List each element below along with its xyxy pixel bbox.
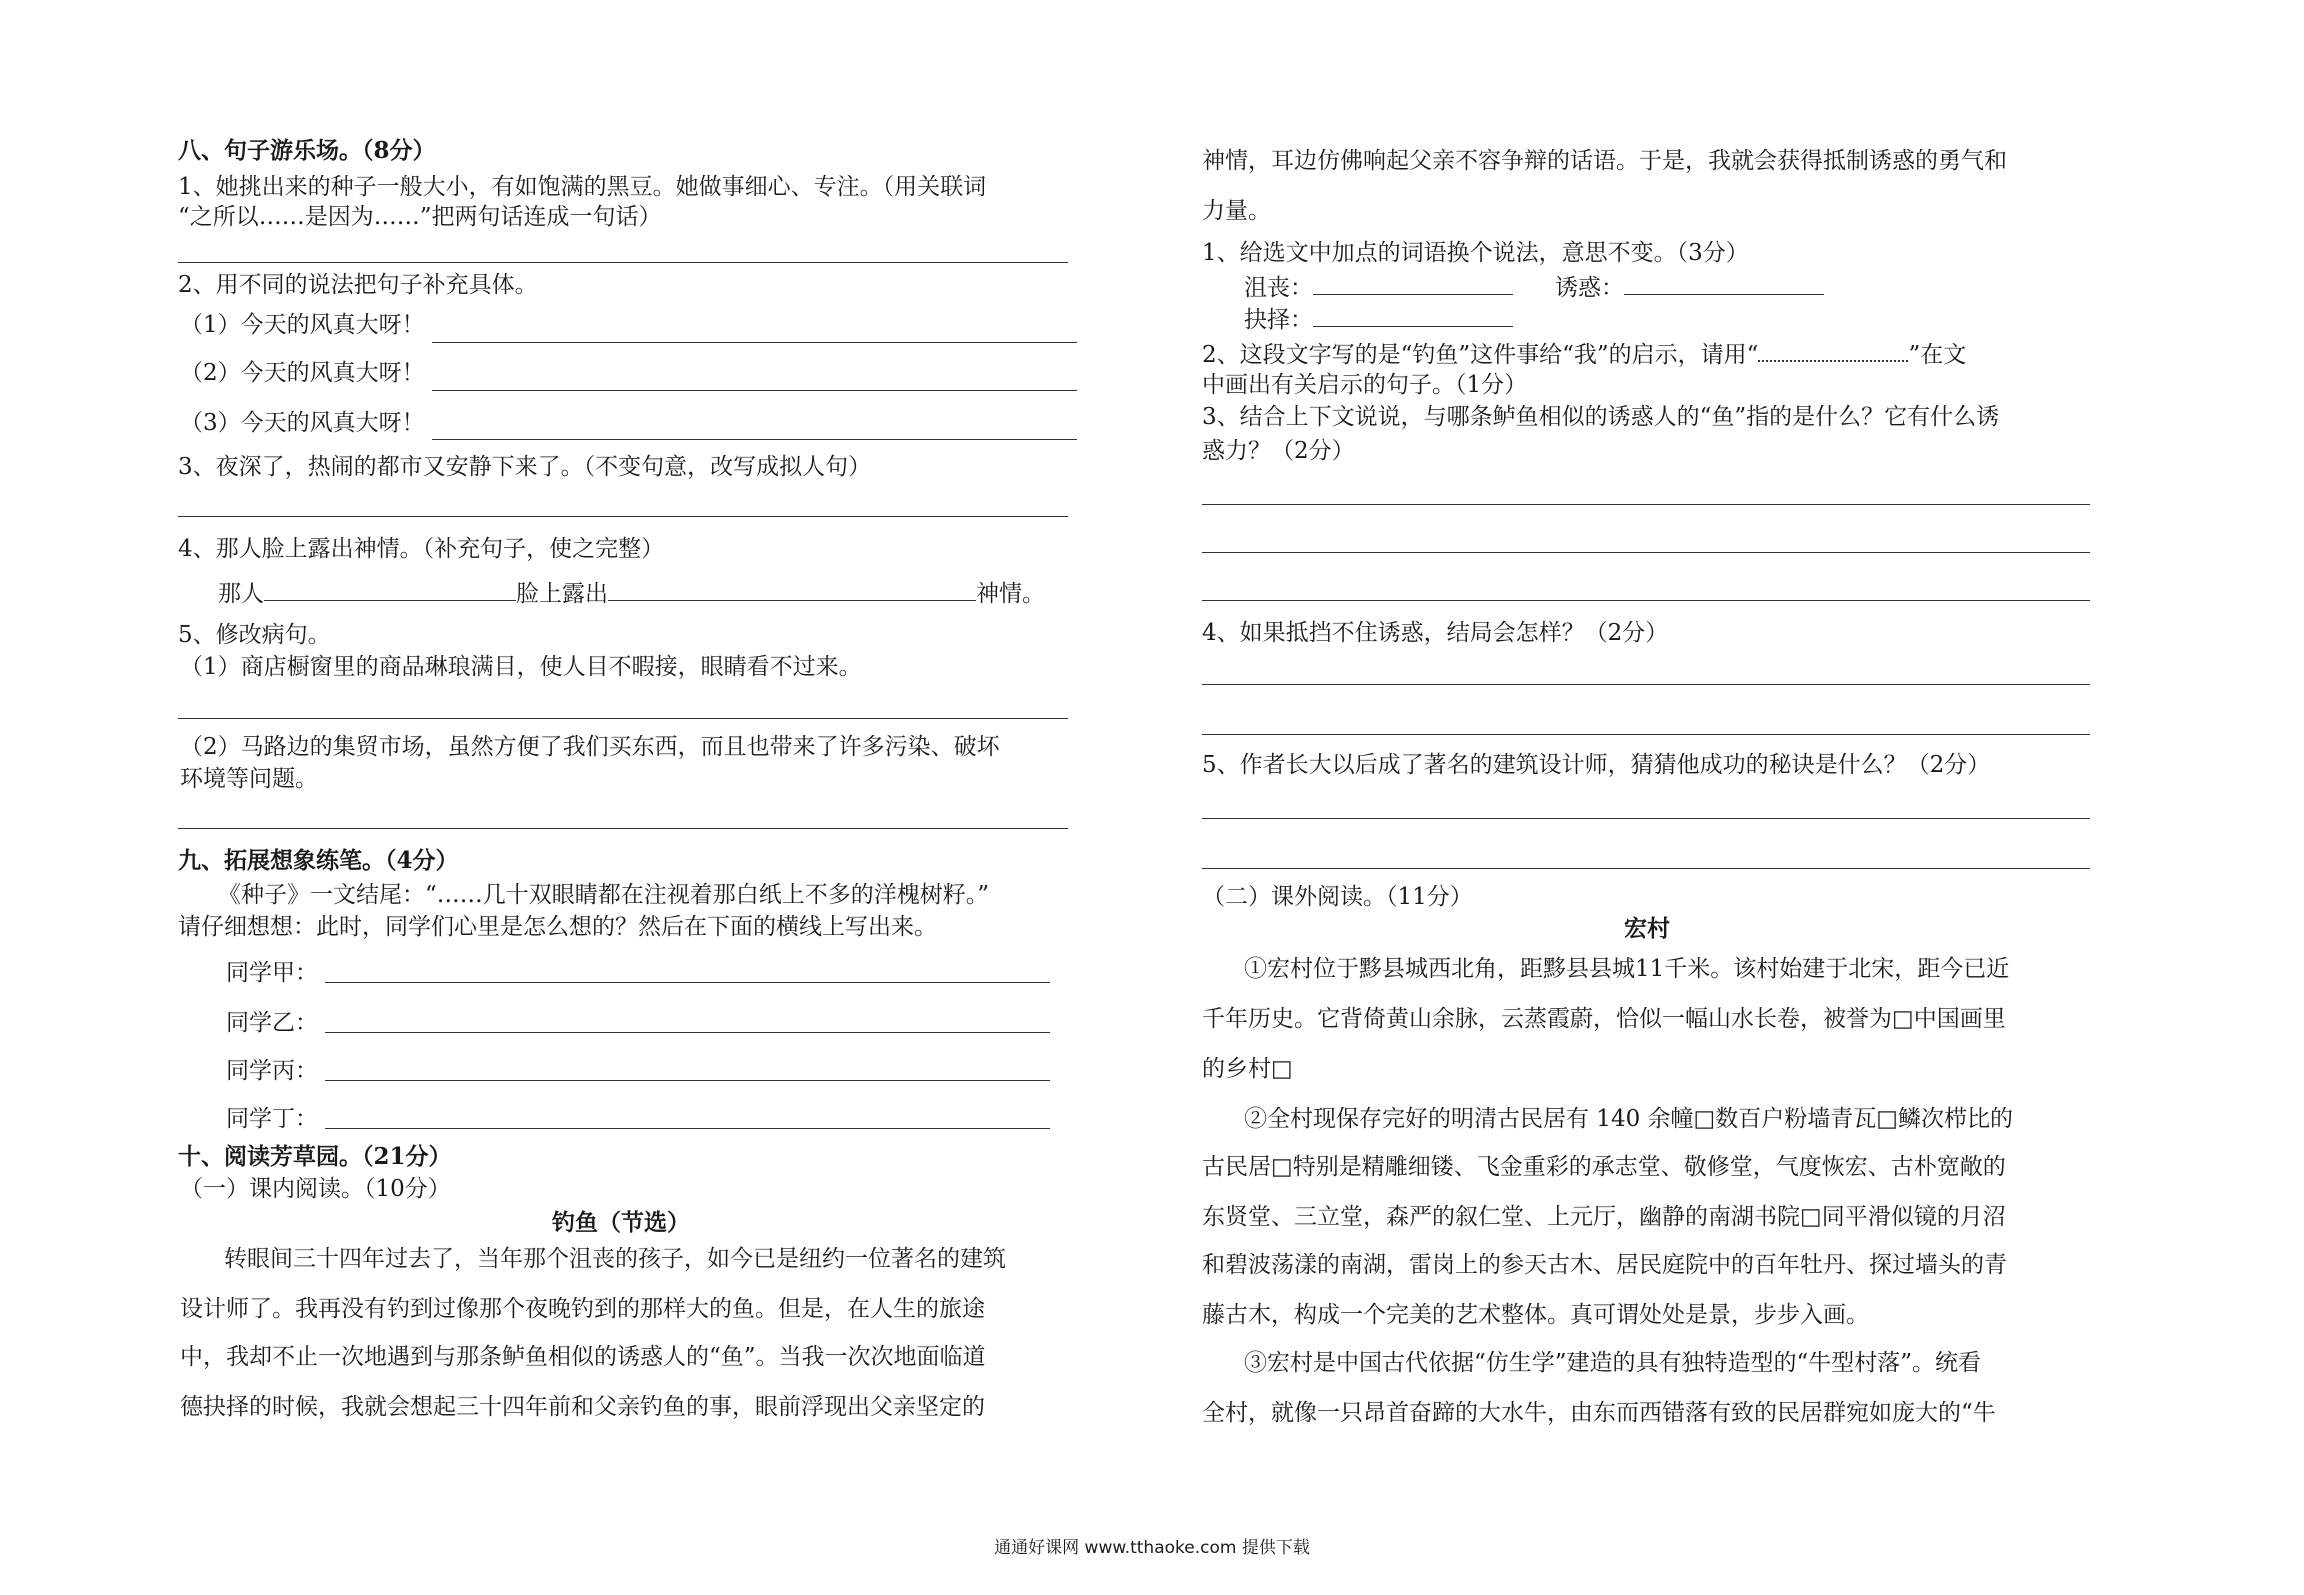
s9-line1: 《种子》一文结尾：“……几十双眼睛都在注视着那白纸上不多的洋槐树籽。” — [218, 882, 990, 908]
answer-line — [1202, 600, 2090, 601]
s8-q2-item-3: （3）今天的风真大呀！ — [180, 410, 425, 436]
section-9-title: 九、拓展想象练笔。（4分） — [178, 847, 459, 874]
answer-line — [178, 516, 1068, 517]
p3-line2: 全村，就像一只昂首奋蹄的大水牛，由东而西错落有致的民居群宛如庞大的“牛 — [1202, 1400, 1996, 1426]
q2-line1 — [1202, 338, 1966, 370]
p2-line1: ②全村现保存完好的明清古民居有 140 余幢□数百户粉墙青瓦□鳞次栉比的 — [1244, 1106, 2013, 1132]
s8-q3: 3、夜深了，热闹的都市又安静下来了。（不变句意，改写成拟人句） — [178, 454, 872, 480]
word-label: 诱惑： — [1555, 275, 1624, 301]
q2-line2: 中画出有关启示的句子。（1分） — [1202, 372, 1528, 398]
wavy-line-symbol — [1758, 338, 1908, 362]
reading1-line3: 中，我却不止一次地遇到与那条鲈鱼相似的诱惑人的“鱼”。当我一次次地面临道 — [180, 1344, 986, 1370]
answer-line — [432, 390, 1077, 391]
answer-line — [325, 1128, 1050, 1129]
q1-words-row2 — [1244, 304, 1513, 335]
s8-q4-fill — [218, 578, 1045, 609]
s8-q5-2-line2: 环境等问题。 — [180, 766, 318, 792]
s8-q4: 4、那人脸上露出神情。（补充句子，使之完整） — [178, 536, 665, 562]
s8-q2: 2、用不同的说法把句子补充具体。 — [178, 272, 538, 298]
s8-q2-item-2: （2）今天的风真大呀！ — [180, 360, 425, 386]
answer-line — [1202, 734, 2090, 735]
answer-line — [1202, 868, 2090, 869]
student-d: 同学丁： — [226, 1106, 318, 1132]
answer-line — [1202, 504, 2090, 505]
p2-line5: 藤古木，构成一个完美的艺术整体。真可谓处处是景，步步入画。 — [1202, 1302, 1869, 1328]
q2-text-b: ”在文 — [1908, 342, 1967, 368]
word-label: 抉择： — [1244, 307, 1313, 333]
sub2: （二）课外阅读。（11分） — [1202, 884, 1473, 910]
blank — [1624, 272, 1824, 295]
q1-words-row1 — [1244, 272, 1824, 303]
q3-line2: 惑力？（2分） — [1202, 438, 1355, 464]
answer-line — [178, 828, 1068, 829]
answer-line — [1202, 552, 2090, 553]
fill-text-c: 神情。 — [976, 581, 1045, 607]
p2-line2: 古民居□特别是精雕细镂、飞金重彩的承志堂、敬修堂，气度恢宏、古朴宽敞的 — [1202, 1154, 2006, 1180]
reading1-line2: 设计师了。我再没有钓到过像那个夜晚钓到的那样大的鱼。但是，在人生的旅途 — [180, 1296, 985, 1322]
s8-q5-2-line1: （2）马路边的集贸市场，虽然方便了我们买东西，而且也带来了许多污染、破坏 — [180, 734, 1000, 760]
section-8-title: 八、句子游乐场。（8分） — [178, 137, 436, 164]
q4: 4、如果抵挡不住诱惑，结局会怎样？（2分） — [1202, 620, 1669, 646]
q2-text-a: 2、这段文字写的是“钓鱼”这件事给“我”的启示，请用“ — [1202, 342, 1759, 368]
fill-text-b: 脸上露出 — [516, 581, 608, 607]
s8-q2-item-1: （1）今天的风真大呀！ — [180, 312, 425, 338]
s8-q5: 5、修改病句。 — [178, 622, 331, 648]
answer-line — [432, 439, 1077, 440]
r1-cont-line1: 神情，耳边仿佛响起父亲不容争辩的话语。于是，我就会获得抵制诱惑的勇气和 — [1202, 148, 2007, 174]
word-label: 沮丧： — [1244, 275, 1313, 301]
q1: 1、给选文中加点的词语换个说法，意思不变。（3分） — [1202, 240, 1749, 266]
p2-line3: 东贤堂、三立堂，森严的叙仁堂、上元厅，幽静的南湖书院□同平滑似镜的月沼 — [1202, 1204, 2006, 1230]
answer-line — [432, 342, 1077, 343]
s8-q5-1: （1）商店橱窗里的商品琳琅满目，使人目不暇接，眼睛看不过来。 — [180, 654, 862, 680]
blank — [1313, 304, 1513, 327]
p3-line1: ③宏村是中国古代依据“仿生学”建造的具有独特造型的“牛型村落”。统看 — [1244, 1350, 1982, 1376]
p1-line3: 的乡村□ — [1202, 1056, 1293, 1082]
footer-credit: 通通好课网 www.tthaoke.com 提供下载 — [994, 1538, 1310, 1558]
answer-line — [325, 1080, 1050, 1081]
s8-q1-line1: 1、她挑出来的种子一般大小，有如饱满的黑豆。她做事细心、专注。（用关联词 — [178, 174, 987, 200]
blank — [608, 578, 976, 601]
reading2-title: 宏村 — [1624, 915, 1670, 942]
student-c: 同学丙： — [226, 1058, 318, 1084]
blank — [1313, 272, 1513, 295]
fill-text-a: 那人 — [218, 581, 264, 607]
answer-line — [325, 982, 1050, 983]
reading1-line1: 转眼间三十四年过去了，当年那个沮丧的孩子，如今已是纽约一位著名的建筑 — [224, 1246, 1006, 1272]
q3-line1: 3、结合上下文说说，与哪条鲈鱼相似的诱惑人的“鱼”指的是什么？它有什么诱 — [1202, 404, 2000, 430]
s10-sub1: （一）课内阅读。（10分） — [180, 1176, 451, 1202]
answer-line — [325, 1032, 1050, 1033]
s8-q1-line2: “之所以……是因为……”把两句话连成一句话） — [178, 204, 662, 230]
student-a: 同学甲： — [226, 960, 318, 986]
blank — [264, 578, 516, 601]
reading1-line4: 德抉择的时候，我就会想起三十四年前和父亲钓鱼的事，眼前浮现出父亲坚定的 — [180, 1394, 985, 1420]
r1-cont-line2: 力量。 — [1202, 198, 1271, 224]
s9-line2: 请仔细想想：此时，同学们心里是怎么想的？然后在下面的横线上写出来。 — [178, 914, 937, 940]
answer-line — [178, 718, 1068, 719]
answer-line — [178, 262, 1068, 263]
p2-line4: 和碧波荡漾的南湖，雷岗上的参天古木、居民庭院中的百年牡丹、探过墙头的青 — [1202, 1252, 2007, 1278]
reading1-title: 钓鱼（节选） — [552, 1209, 690, 1236]
answer-line — [1202, 818, 2090, 819]
p1-line1: ①宏村位于黟县城西北角，距黟县县城11千米。该村始建于北宋，距今已近 — [1244, 956, 2010, 982]
q5: 5、作者长大以后成了著名的建筑设计师，猜猜他成功的秘诀是什么？（2分） — [1202, 752, 1991, 778]
answer-line — [1202, 684, 2090, 685]
p1-line2: 千年历史。它背倚黄山余脉，云蒸霞蔚，恰似一幅山水长卷，被誉为□中国画里 — [1202, 1006, 2006, 1032]
student-b: 同学乙： — [226, 1010, 318, 1036]
section-10-title: 十、阅读芳草园。（21分） — [178, 1143, 452, 1170]
